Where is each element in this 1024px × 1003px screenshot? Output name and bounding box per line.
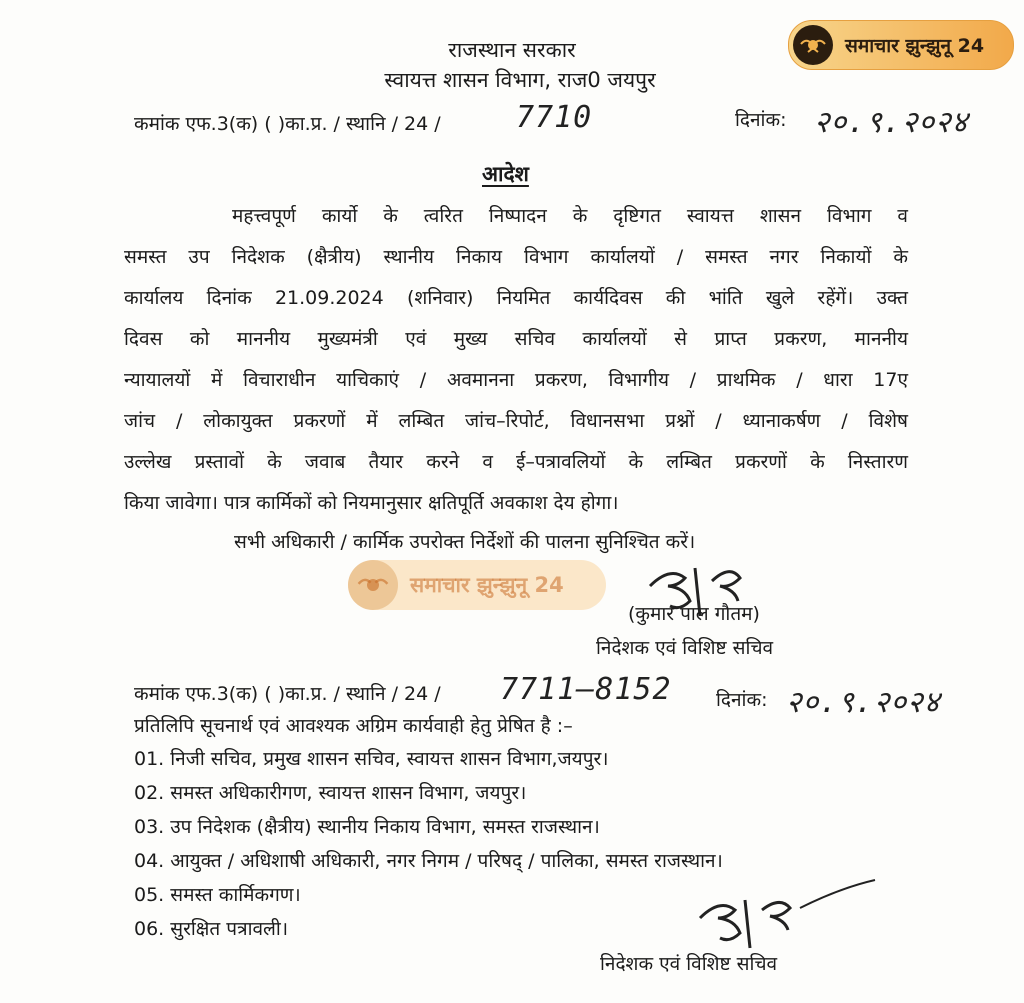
- body-line: न्यायालयों में विचाराधीन याचिकाएं / अवमानना प्रकरण, विभागीय / प्राथमिक / धारा 17ए: [124, 369, 908, 391]
- copy-date: २०.९.२०२४: [786, 685, 941, 720]
- copy-list: [134, 742, 723, 946]
- instruction-line: सभी अधिकारी / कार्मिक उपरोक्त निर्देशों की पालना सुनिश्चित करें।: [234, 531, 696, 553]
- order-body: [124, 196, 908, 524]
- body-line: किया जावेगा। पात्र कार्मिकों को नियमानुसार क्षतिपूर्ति अवकाश देय होगा।: [124, 492, 619, 514]
- copy-ref-number: 7711–8152: [500, 672, 672, 707]
- order-date: २०.९.२०२४: [814, 105, 969, 140]
- footer-designation: निदेशक एवं विशिष्ट सचिव: [600, 953, 778, 975]
- body-line: महत्त्वपूर्ण कार्यो के त्वरित निष्पादन के दृष्टिगत स्वायत्त शासन विभाग व: [232, 205, 908, 227]
- list-item: 01. निजी सचिव, प्रमुख शासन सचिव, स्वायत्त शासन विभाग,जयपुर।: [134, 748, 609, 770]
- watermark: [348, 560, 606, 610]
- brand-name: समाचार झुन्झुनू 24: [845, 35, 985, 57]
- order-number: 7710: [516, 100, 593, 135]
- body-line: कार्यालय दिनांक 21.09.2024 (शनिवार) नियमित कार्यदिवस की भांति खुले रहेंगें। उक्त: [124, 287, 908, 309]
- list-item: 05. समस्त कार्मिकगण।: [134, 884, 301, 906]
- watermark-logo-icon: [348, 560, 398, 610]
- copy-date-label: दिनांक:: [716, 689, 768, 711]
- order-title: आदेश: [482, 162, 529, 186]
- body-line: उल्लेख प्रस्तावों के जवाब तैयार करने व ई–पत्रावलियों के लम्बित प्रकरणों के निस्तारण: [124, 451, 908, 473]
- govt-title: राजस्थान सरकार: [448, 38, 576, 62]
- order-date-label: दिनांक:: [735, 109, 787, 131]
- list-item: 02. समस्त अधिकारीगण, स्वायत्त शासन विभाग, जयपुर।: [134, 782, 527, 804]
- copy-intro: प्रतिलिपि सूचनार्थ एवं आवश्यक अग्रिम कार्यवाही हेतु प्रेषित है :–: [134, 715, 573, 737]
- department-title: स्वायत्त शासन विभाग, राज0 जयपुर: [384, 68, 656, 92]
- body-line: दिवस को माननीय मुख्यमंत्री एवं मुख्य सचिव कार्यालयों से प्राप्त प्रकरण, माननीय: [124, 328, 908, 350]
- watermark-text: समाचार झुन्झुनू 24: [410, 573, 564, 597]
- body-line: समस्त उप निदेशक (क्षैत्रीय) स्थानीय निकाय विभाग कार्यालयों / समस्त नगर निकायों के: [124, 246, 908, 268]
- list-item: 03. उप निदेशक (क्षैत्रीय) स्थानीय निकाय विभाग, समस्त राजस्थान।: [134, 816, 600, 838]
- body-line: जांच / लोकायुक्त प्रकरणों में लम्बित जांच–रिपोर्ट, विधानसभा प्रश्नों / ध्यानाकर्षण / विशेष: [124, 410, 908, 432]
- signature-mark-2: [680, 878, 880, 958]
- copy-ref-prefix: कमांक एफ.3(क) ( )का.प्र. / स्थानि / 24 /: [134, 683, 441, 705]
- order-ref-prefix: कमांक एफ.3(क) ( )का.प्र. / स्थानि / 24 /: [134, 113, 441, 135]
- signatory-designation: निदेशक एवं विशिष्ट सचिव: [596, 637, 774, 659]
- signatory-name: (कुमार पाल गौतम): [628, 603, 760, 625]
- list-item: 04. आयुक्त / अधिशाषी अधिकारी, नगर निगम / परिषद् / पालिका, समस्त राजस्थान।: [134, 850, 723, 872]
- list-item: 06. सुरक्षित पत्रावली।: [134, 918, 289, 940]
